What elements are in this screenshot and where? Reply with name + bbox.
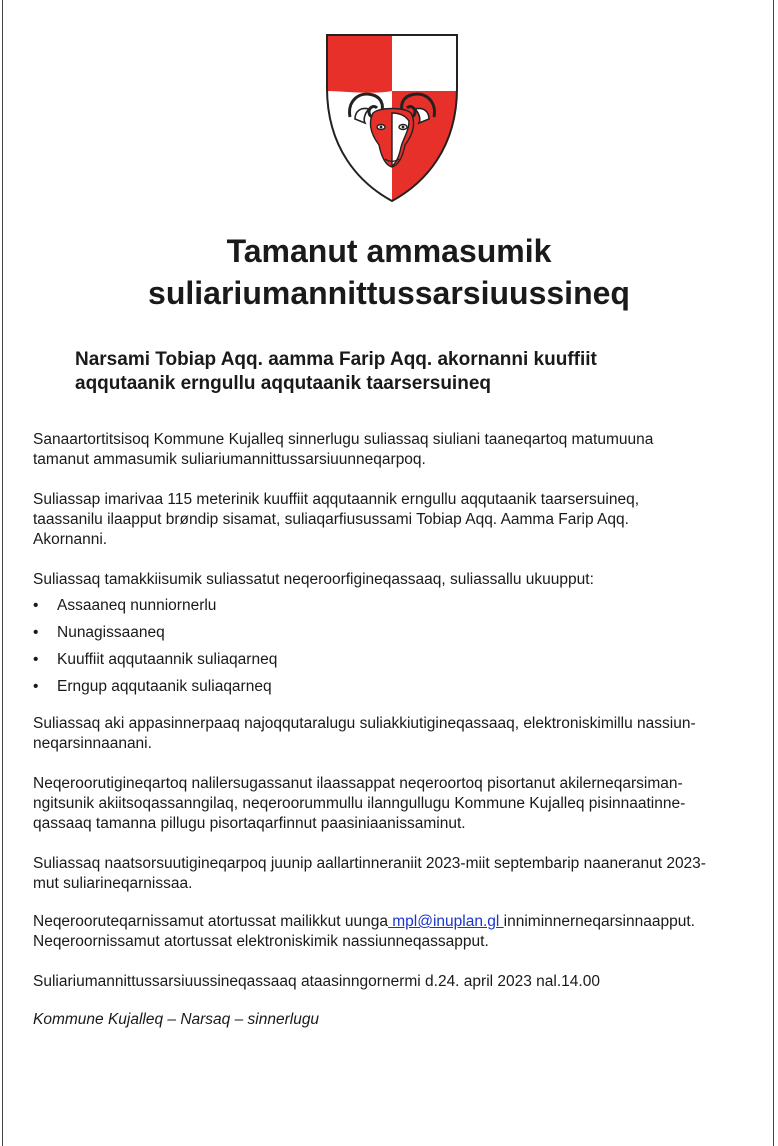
list-item-label: Erngup aqqutaanik suliaqarneq [57,678,272,695]
project-subtitle [75,348,735,396]
list-item [33,677,277,704]
text-line: Suliassaq aki appasinnerpaaq najoqqutaralugu suliakkiutigineqassaaq, elektroniskimillu nassiun- [33,715,696,732]
title-line-2: suliariumannittussarsiuussineq [148,275,630,311]
text-line: taassanilu ilaapput brøndip sisamat, suliaqarfiusussami Tobiap Aqq. Aamma Farip Aqq. [33,511,629,528]
list-item [33,650,277,677]
bullet-icon: • [33,651,39,668]
paragraph-intro [33,430,763,470]
text-line: Akornanni. [33,531,108,548]
text-line: ngitsunik akiitsoqassanngilaq, neqeroorummullu ilanngullugu Kommune Kujalleq pisinnaatinne- [33,795,686,812]
email-link[interactable]: mpl@inuplan.gl [387,913,504,930]
list-item-label: Nunagissaaneq [57,624,165,641]
paragraph-schedule [33,854,763,894]
list-item [33,623,277,650]
bullet-icon: • [33,678,39,695]
paragraph-scope [33,490,763,550]
text-line: neqarsinnaanani. [33,735,152,752]
subtitle-line-2: aqqutaanik erngullu aqqutaanik taarsersuineq [75,373,491,394]
text-line: inniminnerneqarsinnaapput. [503,913,695,930]
page-title [3,230,775,314]
text-line: Neqerooruteqarnissamut atortussat mailikkut uunga [33,913,388,930]
text-line: Neqeroornissamut atortussat elektroniskimik nassiunneqassapput. [33,933,489,950]
paragraph-materials [33,912,763,952]
paragraph-conditions [33,774,763,834]
task-list [33,596,277,704]
text-line: Sanaartortitsisoq Kommune Kujalleq sinnerlugu suliassaq siuliani taaneqartoq matumuuna [33,431,654,448]
bullet-icon: • [33,624,39,641]
title-line-1: Tamanut ammasumik [226,233,552,269]
text-line: qassaaq tamanna pillugu pisortaqarfinnut paasiniaanissaminut. [33,815,466,832]
subtitle-line-1: Narsami Tobiap Aqq. aamma Farip Aqq. akornanni kuuffiit [75,349,597,370]
paragraph-deadline: Suliariumannittussarsiuussineqassaaq ataasinngornermi d.24. april 2023 nal.14.00 [33,973,600,990]
municipal-crest-icon [325,33,459,203]
bullet-icon: • [33,597,39,614]
paragraph-tasks-intro: Suliassaq tamakkiisumik suliassatut neqeroorfigineqassaaq, suliassallu ukuupput: [33,571,594,588]
paragraph-pricing [33,714,763,754]
list-item [33,596,277,623]
signature-line: Kommune Kujalleq – Narsaq – sinnerlugu [33,1011,320,1028]
list-item-label: Assaaneq nunniornerlu [57,597,217,614]
document-page [2,0,774,1146]
text-line: Suliassap imarivaa 115 meterinik kuuffiit aqqutaannik erngullu aqqutaanik taarsersuineq, [33,491,640,508]
text-line: tamanut ammasumik suliariumannittussarsiuunneqarpoq. [33,451,426,468]
text-line: Neqeroorutigineqartoq nalilersugassanut ilaassappat neqeroortoq pisortanut akilerneqarsiman- [33,775,683,792]
list-item-label: Kuuffiit aqqutaannik suliaqarneq [57,651,278,668]
text-line: Suliassaq naatsorsuutigineqarpoq juunip aallartinneraniit 2023-miit septembarip naaneranut 2023- [33,855,706,872]
text-line: mut suliarineqarnissaa. [33,875,193,892]
